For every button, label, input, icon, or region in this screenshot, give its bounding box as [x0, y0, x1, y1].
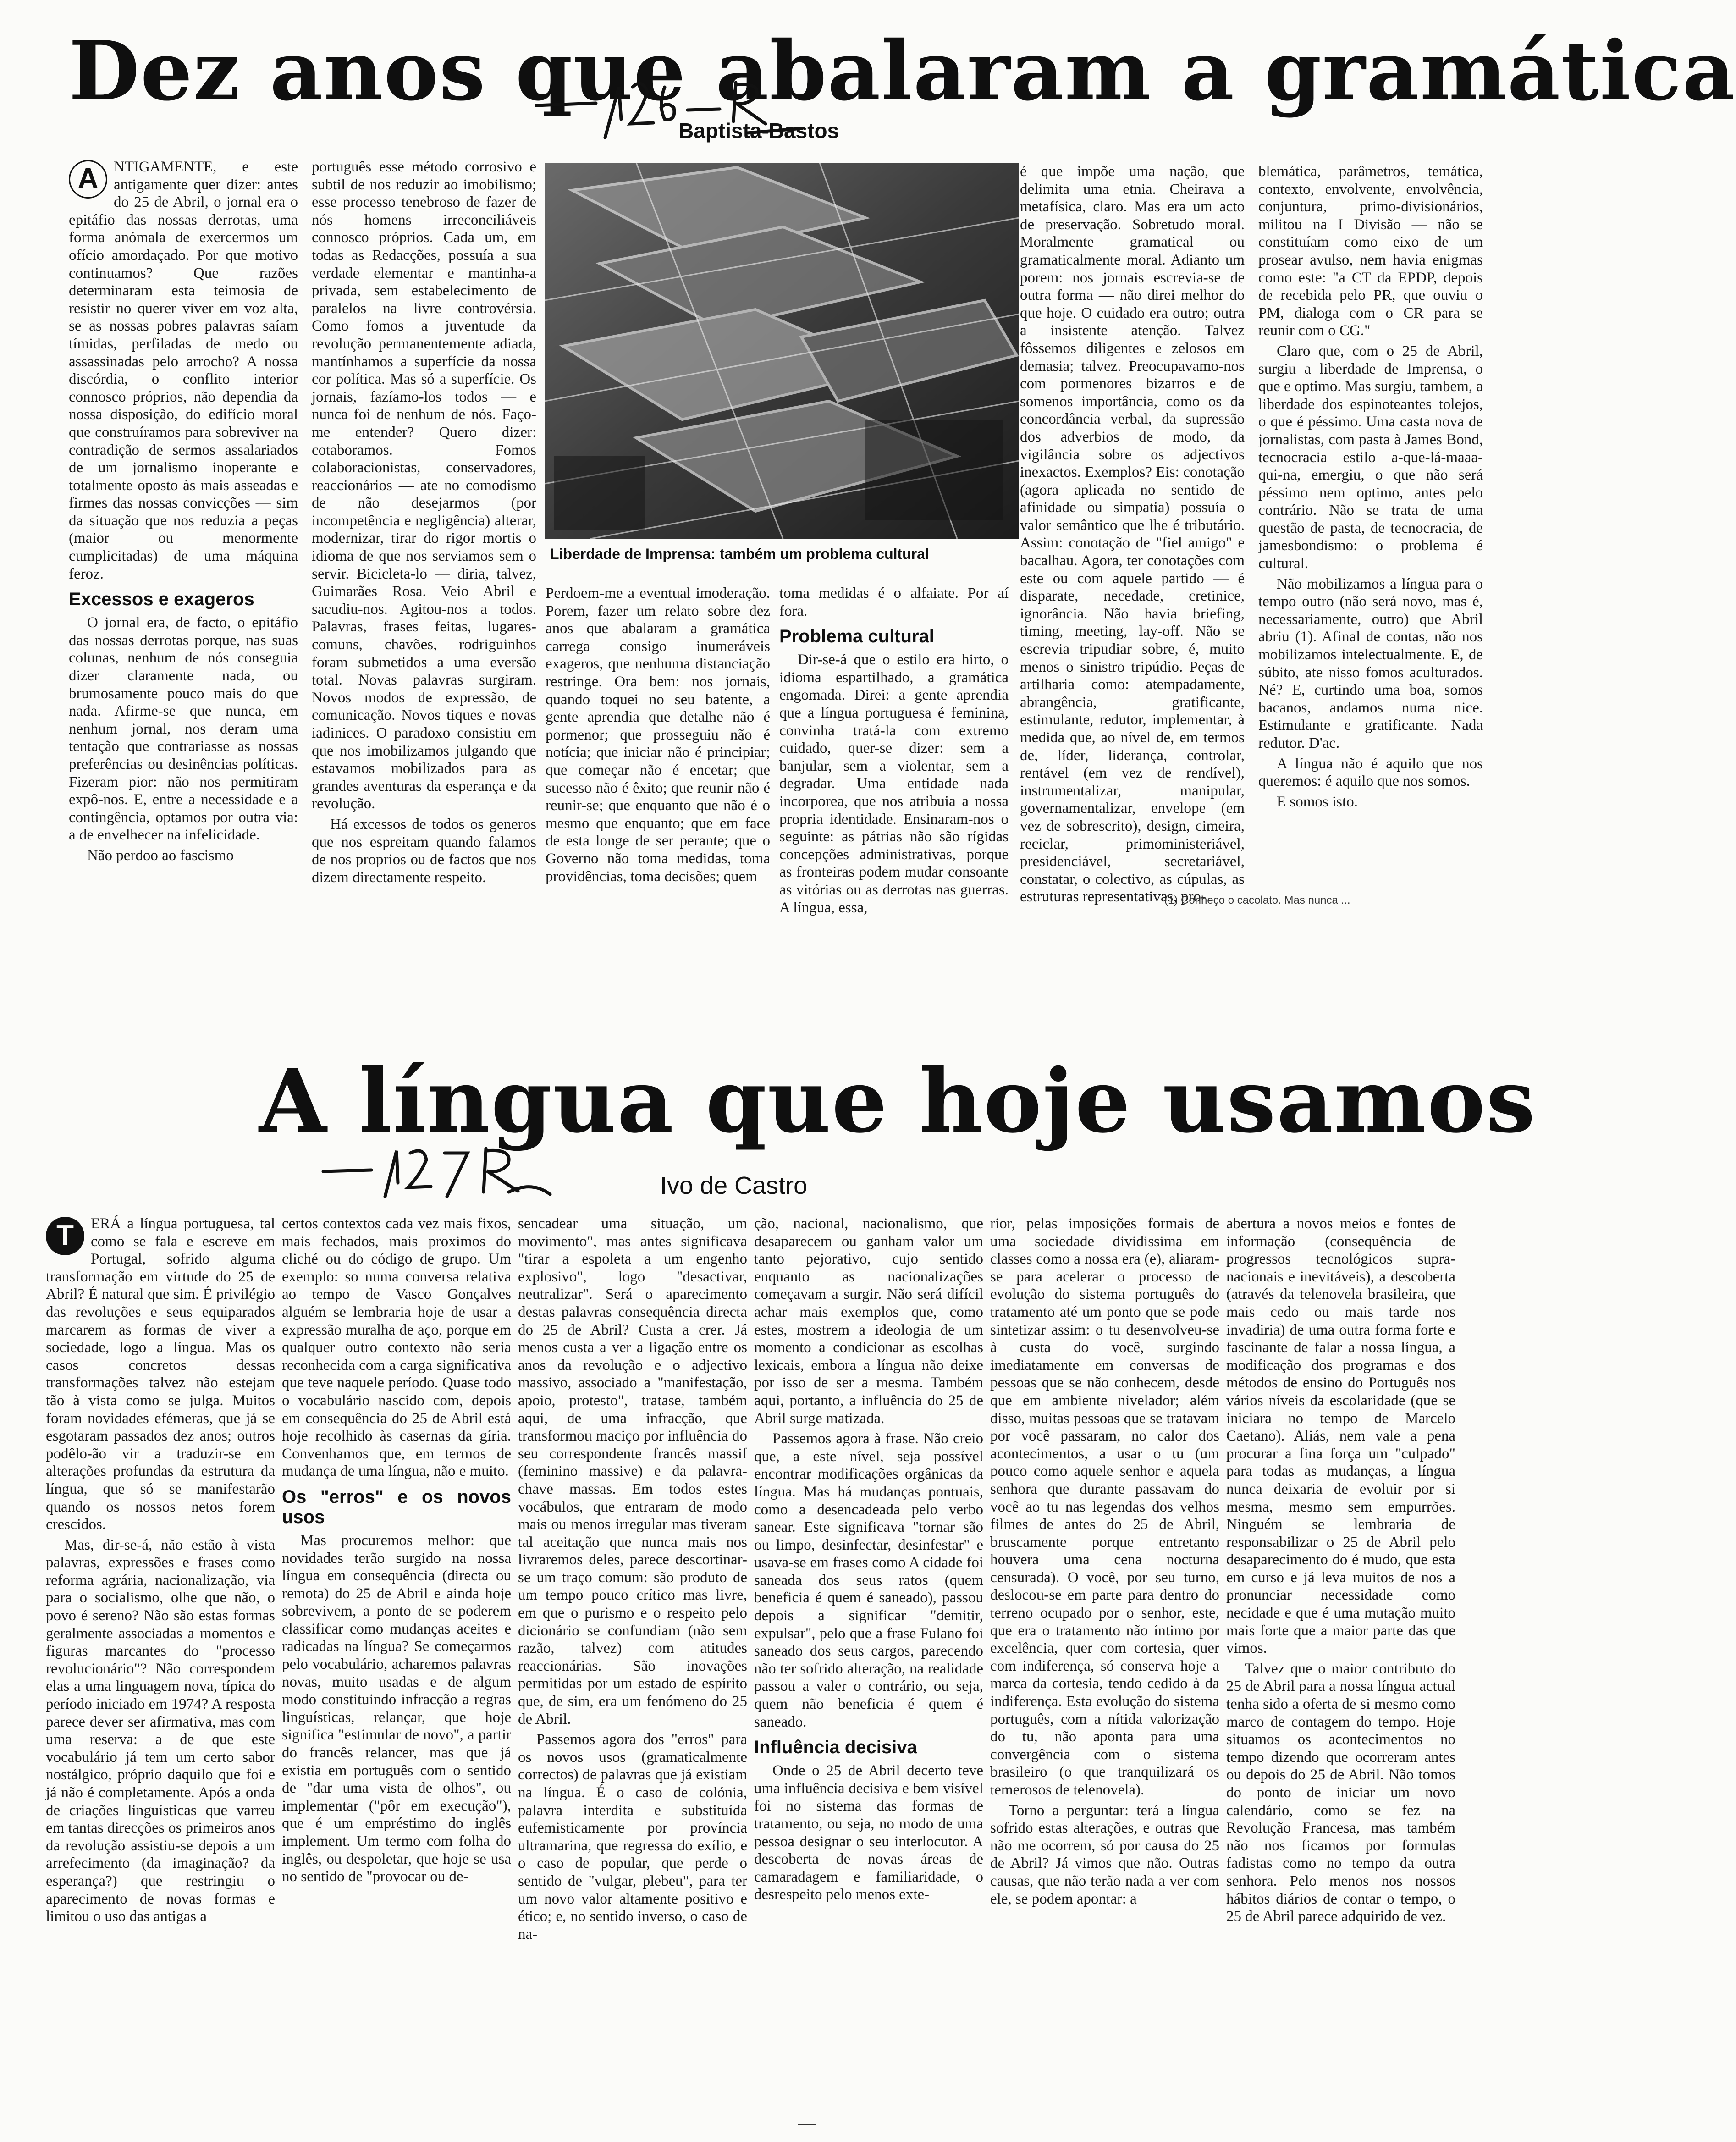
drop-cap: T: [46, 1217, 84, 1255]
column-2: [282, 1215, 511, 2114]
paragraph: NTIGAMENTE, e este antigamente quer dizer: antes do 25 de Abril, o jornal era o epitáfio das nossas derrotas, uma forma anómala de exercermos um ofício amordaçado. Por que motivo continuamos? Que razões determinaram esta teimosia de resistir no querer viver em voz alta, se as nossas pobres palavras saíam tímidas, perfiladas de medo ou assassinadas pelo arrocho? A nossa discórdia, o conflito interior connosco próprios, não dependia da nossa disposição, do edifício moral que construíramos para sobreviver na contradição de sermos assalariados de um jornalismo inoperante e totalmente oposto às mais asseadas e firmes das nossas convicções — sim da situação que nos reduzia a peças (maior ou menormente cumplicitadas) de uma máquina feroz.: [69, 159, 298, 582]
press-photo: [545, 163, 1019, 539]
paragraph: Onde o 25 de Abril decerto teve uma influência decisiva e bem visível foi no sistema das formas de tratamento, ou seja, no modo de uma pessoa designar o seu interlocutor. A descoberta de novas áreas de camaradagem e familiaridade, o desrespeito pelo menos exte-: [754, 1762, 983, 1903]
paragraph: Não perdoo ao fascismo: [87, 847, 234, 864]
paragraph: O jornal era, de facto, o epitáfio das nossas derrotas porque, nas suas colunas, nenhum de nós conseguia dizer claramente nada, ou brumosamente pouco mais do que nada. Afirme-se que nunca, em nenhum jornal, nos deram uma tentação que contrariasse as nossas preferências ou desinências políticas. Fizeram pior: não nos permitiram expô-nos. E, entre a necessidade e a contingência, optamos por outra via: a de envelhecer na infelicidade.: [69, 614, 298, 844]
paragraph: Mas, dir-se-á, não estão à vista palavras, expressões e frases como reforma agrária, nacionalização, via para o socialismo, olhe que não, o povo é sereno? Não são estas formas geralmente associadas a momentos e figuras marcantes do "processo revolucionário"? Não correspondem elas a uma linguagem nova, típica do período iniciado em 1974? A resposta parece dever ser afirmativa, mas com uma reserva: a de que este vocabulário já tem um certo sabor nostálgico, próprio daquilo que foi e já não é completamente. Após a onda de criações linguísticas que varreu em tantas direcções os primeiros anos da revolução assistiu-se depois a um arrefecimento (da imaginação? da esperança?) que restringiu o aparecimento de novas formas e limitou o uso das antigas a: [46, 1536, 275, 1925]
column-3: [518, 1215, 747, 2114]
paragraph: E somos isto.: [1277, 793, 1358, 810]
column-5: [1020, 163, 1245, 917]
drop-cap: A: [69, 160, 107, 199]
section-heading: Excessos e exageros: [69, 589, 254, 610]
byline: Ivo de Castro: [660, 1172, 808, 1199]
section-heading: Os "erros" e os novos usos: [282, 1486, 511, 1527]
column-1: [69, 158, 298, 915]
section-heading: Influência decisiva: [754, 1737, 917, 1758]
column-4: [779, 585, 1009, 917]
paragraph: blemática, parâmetros, temática, contexto, envolvente, envolvência, conjuntura, primo-divisionários, militou na I Divisão — não se constituíam como eixo de um prosear avulso, nem havia enigmas como este: "a CT da EPDP, depois de recebida pelo PR, que ouviu o PM, dialoga com o CR para se reunir com o CG.": [1258, 163, 1483, 339]
paragraph: rior, pelas imposições formais de uma sociedade dividissima em classes como a nossa era (e), aliaram-se para acelerar o processo de evolução do sistema português do tratamento até um ponto que se pode sintetizar assim: o tu desenvolveu-se à custa do você, surgindo imediatamente em conversas de pessoas que se não conhecem, desde que em ambiente nivelador; além disso, muitas pessoas que se tratavam por você passaram, no calor dos acontecimentos, a usar o tu (um pouco como aquele senhor e aquela senhora que durante passavam do você ao tu nas legendas dos velhos filmes de antes do 25 de Abril, bruscamente porque entretanto houvera uma cena nocturna censurada). O você, por seu turno, deslocou-se em parte para dentro do terreno ocupado por o senhor, este, que era o tratamento não íntimo por excelência, quer com cortesia, quer com indiferença, só conserva hoje a marca da cortesia, tendo cedido à da indiferença. Esta evolução do sistema português, com a nítida valorização do tu, não aponta para uma convergência com o sistema brasileiro (o que tranquilizará os temerosos de telenovela).: [990, 1215, 1219, 1798]
paragraph: Passemos agora dos "erros" para os novos usos (gramaticalmente correctos) de palavras que já existiam na língua. É o caso de colónia, palavra interdita e substituída eufemisticamente por província ultramarina, que regressa do exílio, e o caso de popular, que perde o sentido de "vulgar, plebeu", para ter um novo valor altamente positivo e ético; e, no sentido inverso, o caso de na-: [518, 1731, 747, 1943]
footnote: (1) Conheço o cacolato. Mas nunca ...: [1164, 894, 1350, 906]
paragraph: Dir-se-á que o estilo era hirto, o idioma espartilhado, a gramática engomada. Direi: a gente aprendia que a língua portuguesa é feminina, convinha tratá-la com extremo cuidado, quer-se dizer: sem a banjular, sem a violentar, sem a degradar. Uma entidade nada incorporea, que nos atribuia a nossa propria identidade. Ensinaram-nos o seguinte: as pátrias não são rígidas concepções administrativas, porque as fronteiras podem mudar consoante as vitórias ou as derrotas nas guerras. A língua, essa,: [779, 651, 1009, 916]
byline: Baptista-Bastos: [678, 119, 839, 143]
paragraph: Não mobilizamos a língua para o tempo outro (não será novo, mas é, necessariamente, outro) que Abril abriu (1). Afinal de contas, não nos mobilizamos intelectualmente. E, de súbito, ate nisso fomos aculturados. Né? E, curtindo uma boa, somos bacanos, andamos numa nice. Estimulante e gratificante. Nada redutor. D'ac.: [1258, 575, 1483, 751]
paragraph: A língua não é aquilo que nos queremos: é aquilo que nos somos.: [1258, 755, 1483, 790]
paragraph: ERÁ a língua portuguesa, tal como se fala e escreve em Portugal, sofrido alguma transformação em virtude do 25 de Abril? É natural que sim. É privilégio das revoluções e seus equiparados marcarem as formas de viver a sociedade, logo a língua. Mas os casos concretos dessas transformações talvez não estejam tão à vista como se julga. Muitos foram novidades efémeras, que já se esgotaram passados dez anos; outros podêlo-ão vir a traduzir-se em alterações profundas da estrutura da língua, que só se manifestarão quando os nossos netos forem crescidos.: [46, 1215, 275, 1533]
paragraph: Perdoem-me a eventual imoderação. Porem, fazer um relato sobre dez anos que abalaram a gramática carrega consigo inumeráveis exageros, que nenhuma distanciação restringe. Ora bem: nos jornais, quando toquei no seu batente, a gente aprendia que detalhe não é pormenor; que prosseguiu não é notícia; que iniciar não é principiar; que começar não é encetar; que sucesso não é êxito; que reunir não é reunir-se; que enquanto que não é o mesmo que enquanto; que em face de esta longe de ser perante; que o Governo não toma medidas, toma providências, toma decisões; quem: [546, 585, 770, 885]
paragraph: é que impõe uma nação, que delimita uma etnia. Cheirava a metafísica, claro. Mas era um acto de preservação. Sobretudo moral. Moralmente gramatical ou gramaticalmente moral. Adianto um porem: nos jornais escrevia-se de outra forma — não direi melhor do que hoje. O cuidado era outro; outra a insistente atenção. Talvez fôssemos diligentes e zelosos em demasia; talvez. Preocupavamo-nos com pormenores bizarros e de somenos importância, como os da concordância verbal, da supressão dos adverbios de modo, da vigilância sobre os adjectivos inexactos. Exemplos? Eis: conotação (agora aplicada no sentido de afinidade ou simpatia) possuía o valor semântico que lhe é tributário. Assim: conotação de "fiel amigo" e bacalhau. Agora, ter conotações com este ou com aquele partido — é disparate, necedade, cretinice, ignorância. Não havia briefing, timing, meeting, lay-off. Não se escrevia tripudiar sobre, é, muito menos o sinistro tripúdio. Peças de artilharia como: atempadamente, abrangência, gratificante, estimulante, redutor, implementar, à medida que, ao nível de, em termos de, líder, liderança, controlar, rentável (em vez de rendível), instrumentalizar, manipular, governamentalizar, envelope (em vez de sobrescrito), design, cimeira, reciclar, primoministeriável, presidenciável, secretariável, constatar, o colectivo, as cúpulas, as estruturas representativas, pro-: [1020, 163, 1245, 905]
article-dez-anos: [0, 0, 1736, 944]
photo-caption: Liberdade de Imprensa: também um problema cultural: [550, 546, 929, 562]
paragraph: português esse método corrosivo e subtil de nos reduzir ao imobilismo; esse processo tenebroso de fazer de nós homens irreconciliáveis connosco próprios. Cada um, em todas as Redacções, possuía a sua verdade elementar e mantinha-a privada, sem estabelecimento de paralelos na livre controvérsia. Como fomos a juventude da revolução permanentemente adiada, mantínhamos a superfície da nossa cor política. Mas só a superfície. Os jornais, fazíamo-los todos — e nunca foi de nenhum de nós. Faço-me entender? Quero dizer: cotaboramos. Fomos colaboracionistas, conservadores, reaccionários — ate no comodismo de não desejarmos (por incompetência e negligência) alterar, modernizar, tirar do rigor mortis o idioma de que nos serviamos sem o servir. Bicicleta-lo — diria, talvez, Guimarães Rosa. Veio Abril e sacudiu-nos. Agitou-nos a todos. Palavras, frases feitas, lugares-comuns, chavões, rodriguinhos foram submetidos a uma eversão total. Novas palavras surgiram. Novos modos de expressão, de comunicação. Novos tiques e novas iadinices. O paradoxo consistiu em que nos imobilizamos julgando que estavamos mobilizados para as grandes aventuras da esperança e da revolução.: [312, 159, 536, 812]
column-4: [754, 1215, 983, 2114]
article-a-lingua: [0, 1036, 1536, 2109]
paragraph: Torno a perguntar: terá a língua sofrido estas alterações, e outras que não me ocorrem, só por causa do 25 de Abril? Já vimos que não. Outras causas, que não terão nada a ver com ele, se podem apontar: a: [990, 1802, 1219, 1907]
paragraph: toma medidas é o alfaiate. Por aí fora.: [779, 585, 1009, 619]
column-1: [46, 1215, 275, 2114]
headline: Dez anos que abalaram a gramática: [69, 23, 1736, 119]
paragraph: Claro que, com o 25 de Abril, surgiu a liberdade de Imprensa, o que e optimo. Mas surgiu, tambem, a liberdade dos espinoteantes tolejos, o que é péssimo. Uma casta nova de jornalistas, com pasta à James Bond, tecnocracia estilo a-que-lá-maaa-qui-na, emergiu, o que não será péssimo nem optimo, antes pelo contrário. Não se trata de uma questão de pasta, de tecnocracia, de jamesbondismo: o problema é cultural.: [1258, 342, 1483, 572]
paragraph: Mas procuremos melhor: que novidades terão surgido na nossa língua em consequência (directa ou remota) do 25 de Abril e ainda hoje sobrevivem, a ponto de se poderem classificar como mudanças aceites e radicadas na língua? Se começarmos pelo vocabulário, acharemos palavras novas, muito usadas e de algum modo constituindo infracção a regras linguísticas, relançar, que hoje significa "estimular de novo", a partir do francês relancer, mas que já existia em português com o sentido de "dar uma vista de olhos", ou implementar ("pôr em execução"), que é um empréstimo do inglês implement. Um termo com folha do inglês, ou despoletar, que hoje se usa no sentido de "provocar ou de-: [282, 1532, 511, 1885]
paragraph: Talvez que o maior contributo do 25 de Abril para a nossa língua actual tenha sido a oferta de si mesmo como marco de contagem do tempo. Hoje situamos os acontecimentos no tempo dizendo que ocorreram antes ou depois do 25 de Abril. Não tomos do ponto de iniciar um novo calendário, como se fez na Revolução Francesa, mas também não nos ficamos por formulas fadistas como no tempo da outra senhora. Pelo menos nos nossos hábitos diários de contar o tempo, o 25 de Abril parece adquirido de vez.: [1226, 1660, 1455, 1925]
column-6: [1258, 163, 1483, 887]
paragraph: sencadear uma situação, um movimento", mas antes significava "tirar a espoleta a um engenho explosivo", logo "desactivar, neutralizar". Será o aparecimento destas palavras consequência directa do 25 de Abril? Custa a crer. Já menos custa a ver a ligação entre os anos da revolução e o adjectivo massivo, associado a "manifestação, apoio, protesto", tratase, também aqui, de uma infracção, que transformou maciço por influência do seu correspondente francês massif (feminino massive) e da palavra-chave massas. Em todos estes vocábulos, que entraram de modo mais ou menos irregular mas tiveram tal aceitação que nunca mais nos livraremos deles, parece descortinar-se um traço comum: são produto de um tempo pouco crítico mas livre, em que o purismo e o respeito pelo dicionário se confundiam (não sem razão, talvez) com atitudes reaccionárias. São inovações permitidas por um estado de espírito que, de sim, era um fenómeno do 25 de Abril.: [518, 1215, 747, 1728]
column-2: [312, 158, 536, 915]
headline: A língua que hoje usamos: [259, 1050, 1536, 1152]
column-6: [1226, 1215, 1455, 2114]
section-heading: Problema cultural: [779, 626, 934, 647]
page-mark: [798, 2124, 816, 2125]
handwritten-archive-mark: [316, 1137, 555, 1215]
column-3: [546, 585, 770, 917]
paragraph: Passemos agora à frase. Não creio que, a este nível, seja possível encontrar modificações orgânicas da língua. Mas há mudanças pontuais, como a desencadeada pelo verbo sanear. Este significava "tornar são ou limpo, desinfectar, desinfestar" e usava-se em frases como A cidade foi saneada dos seus ratos (quem beneficia é quem é saneado), passou depois a significar "demitir, expulsar", pelo que a frase Fulano foi saneado dos seus cargos, parecendo não ter sofrido alteração, na realidade passou a valer o contrário, ou seja, quem não beneficia é quem é saneado.: [754, 1430, 983, 1730]
paragraph: ção, nacional, nacionalismo, que desaparecem ou ganham valor um tanto pejorativo, cujo sentido enquanto as nacionalizações começavam a surgir. Não será difícil achar mais exemplos que, como estes, mostrem a ideologia de um momento a condicionar as escolhas lexicais, embora a língua não deixe por isso de ser a mesma. Também aqui, portanto, a influência do 25 de Abril surge matizada.: [754, 1215, 983, 1427]
paragraph: certos contextos cada vez mais fixos, mais fechados, mais proximos do cliché ou do código de grupo. Um exemplo: so numa conversa relativa ao tempo de Vasco Gonçalves alguém se lembraria hoje de usar a expressão muralha de aço, porque em qualquer outro contexto não seria reconhecida com a carga significativa que teve naquele período. Quase todo o vocabulário nascido com, depois em consequência do 25 de Abril está hoje recolhido às casernas da gíria. Convenhamos que, em termos de mudança de uma língua, não e muito.: [282, 1215, 511, 1480]
paragraph: Há excessos de todos os generos que nos espreitam quando falamos de nos proprios ou de factos que nos dizem directamente respeito.: [312, 816, 536, 886]
column-5: [990, 1215, 1219, 2114]
paragraph: abertura a novos meios e fontes de informação (consequência de progressos tecnológicos supra-nacionais e inevitáveis), a descoberta (através da telenovela brasileira, que mais cedo ou mais tarde nos invadiria) de uma outra forma forte e fascinante de falar a nossa língua, a modificação dos programas e dos métodos de ensino do Português nos vários níveis da escolaridade (que se iniciara no tempo de Marcelo Caetano). Aliás, nem vale a pena procurar a fina força um "culpado" para todas as mudanças, a língua nunca deixaria de evoluir por si mesma, mesmo sem empurrões. Ninguém se lembraria de responsabilizar o 25 de Abril pelo desaparecimento do é mudo, que esta em curso e já leva muitos de nos a pronunciar necessidade como necidade e que é uma mutação muito mais forte que a maior parte das que vimos.: [1226, 1215, 1455, 1657]
